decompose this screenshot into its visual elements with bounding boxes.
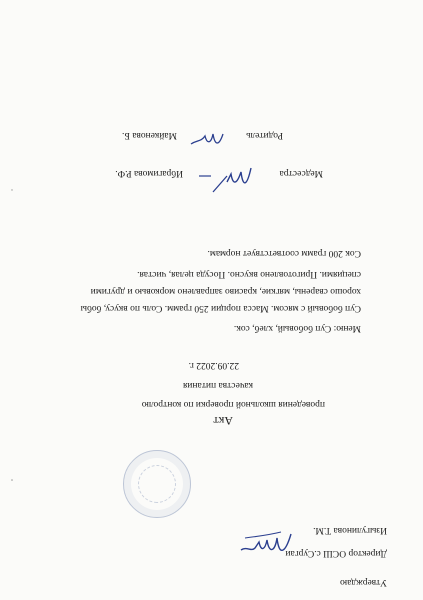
body-line-3: специями. Приготовлено вкусно. Посуда целая, чистая.	[137, 269, 361, 279]
act-heading-line2: качества питания	[182, 380, 253, 390]
director-name: Изыгулинова Т.М.	[313, 525, 387, 535]
director-signature	[237, 526, 295, 560]
nurse-label: Медсестра	[279, 168, 323, 178]
act-title: Акт	[213, 414, 233, 428]
nurse-signature	[195, 158, 257, 198]
body-line-1: Суп бобовый с мясом. Масса порции 250 грамм. Соль по вкусу, бобы	[80, 303, 361, 313]
act-date: 22.09.2022 г.	[188, 360, 239, 370]
act-heading-line1: проведения школьной проверки по контролю	[141, 399, 325, 409]
director-line: Директор ОСШ с.Сургаи	[285, 548, 387, 558]
approve-title: Утверждаю	[340, 577, 387, 587]
body-line-2: хорошо сварены, мягкие, красиво заправлено морковью и другими	[90, 286, 361, 296]
scan-specks	[10, 0, 14, 600]
parent-signature	[187, 126, 227, 152]
body-line-4: Сок 200 грамм соответствует нормам.	[207, 248, 361, 258]
parent-name: Майкенова Б.	[122, 130, 177, 140]
parent-label: Родитель	[246, 130, 283, 140]
school-stamp	[123, 450, 191, 518]
menu-line: Меню: Суп бобовый, хлеб, сок.	[233, 323, 361, 333]
nurse-name: Ибрагимова Р.Ф.	[115, 168, 183, 178]
